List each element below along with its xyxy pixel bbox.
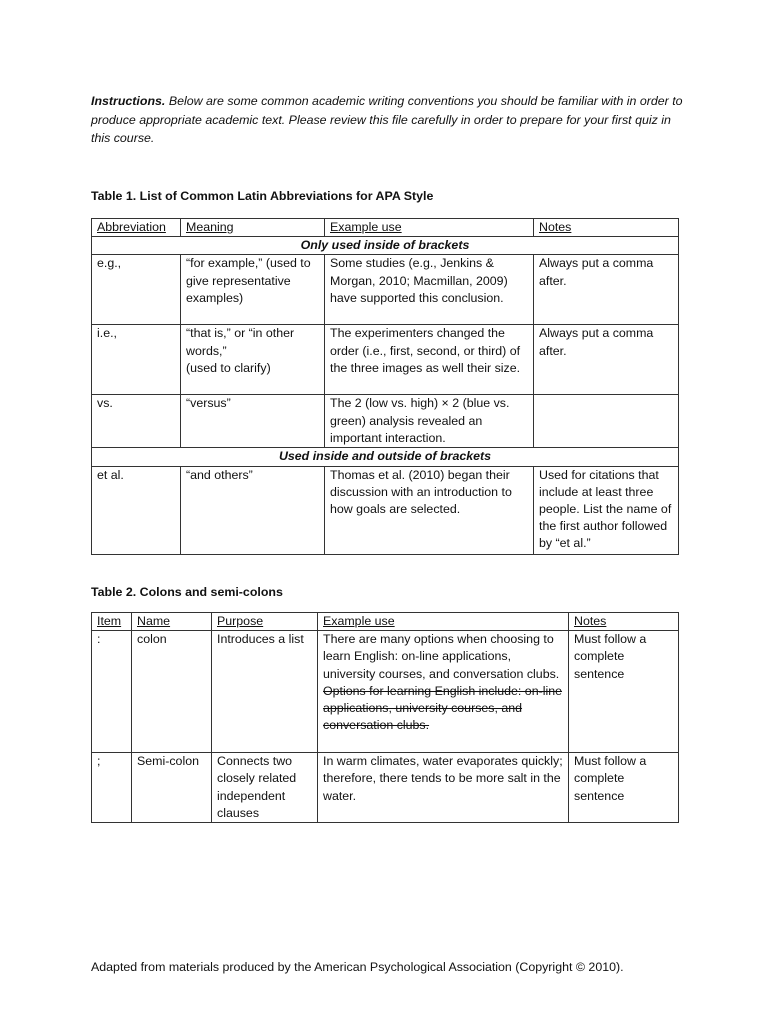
- cell-example: The experimenters changed the order (i.e., first, second, or third) of the three images as well their size.: [325, 325, 534, 395]
- cell-meaning: “versus”: [181, 395, 325, 448]
- header-name: Name: [132, 613, 212, 631]
- meaning-extra: (used to clarify): [186, 360, 271, 375]
- table-row: [92, 395, 679, 448]
- table-row: [92, 325, 679, 395]
- cell-name: colon: [132, 631, 212, 753]
- section-row: [92, 448, 679, 466]
- cell-meaning: [181, 325, 325, 395]
- footer-attribution: Adapted from materials produced by the American Psychological Association (Copyright © 2010).: [91, 960, 624, 974]
- cell-example: [318, 631, 569, 753]
- table2-caption: Table 2. Colons and semi-colons: [91, 585, 283, 599]
- cell-item: :: [92, 631, 132, 753]
- latin-abbreviations-table: [91, 218, 679, 555]
- table-row: [92, 466, 679, 554]
- header-example-use: Example use: [318, 613, 569, 631]
- cell-notes: Used for citations that include at least three people. List the name of the first author followed by “et al.”: [534, 466, 679, 554]
- cell-meaning: “for example,” (used to give representative examples): [181, 255, 325, 325]
- cell-notes: Always put a comma after.: [534, 255, 679, 325]
- cell-item: ;: [92, 753, 132, 823]
- cell-name: Semi-colon: [132, 753, 212, 823]
- cell-notes: Must follow a complete sentence: [569, 631, 679, 753]
- section-label: Only used inside of brackets: [92, 237, 679, 255]
- header-example-use: Example use: [325, 219, 534, 237]
- table-header-row: [92, 219, 679, 237]
- section-row: [92, 237, 679, 255]
- cell-abbreviation: i.e.,: [92, 325, 181, 395]
- header-notes: Notes: [534, 219, 679, 237]
- cell-example: In warm climates, water evaporates quickly; therefore, there tends to be more salt in the water.: [318, 753, 569, 823]
- cell-example: Some studies (e.g., Jenkins & Morgan, 2010; Macmillan, 2009) have supported this conclusion.: [325, 255, 534, 325]
- header-meaning: Meaning: [181, 219, 325, 237]
- colons-table: [91, 612, 679, 823]
- cell-notes: Must follow a complete sentence: [569, 753, 679, 823]
- cell-example: The 2 (low vs. high) × 2 (blue vs. green) analysis revealed an important interaction.: [325, 395, 534, 448]
- table-row: [92, 631, 679, 753]
- cell-purpose: Connects two closely related independent clauses: [212, 753, 318, 823]
- strikethrough-example: Options for learning English include: on-line applications, university courses, and conversation clubs.: [323, 683, 563, 733]
- cell-meaning: “and others”: [181, 466, 325, 554]
- instructions-text: Below are some common academic writing conventions you should be familiar with in order to produce appropriate academic text. Please review this file carefully in order to prepare for your first quiz in this course.: [91, 94, 683, 145]
- example-text: There are many options when choosing to learn English: on-line applications, university courses, and conversation clubs.: [323, 632, 560, 681]
- cell-example: Thomas et al. (2010) began their discussion with an introduction to how goals are selected.: [325, 466, 534, 554]
- cell-abbreviation: et al.: [92, 466, 181, 554]
- instructions-label: Instructions.: [91, 94, 166, 108]
- meaning-text: “that is,” or “in other words,”: [186, 326, 295, 358]
- cell-abbreviation: e.g.,: [92, 255, 181, 325]
- table-row: [92, 753, 679, 823]
- table-row: [92, 255, 679, 325]
- cell-purpose: Introduces a list: [212, 631, 318, 753]
- header-purpose: Purpose: [212, 613, 318, 631]
- cell-notes: [534, 395, 679, 448]
- header-item: Item: [92, 613, 132, 631]
- section-label: Used inside and outside of brackets: [92, 448, 679, 466]
- instructions-paragraph: [91, 92, 691, 148]
- table-header-row: [92, 613, 679, 631]
- header-abbreviation: Abbreviation: [92, 219, 181, 237]
- cell-abbreviation: vs.: [92, 395, 181, 448]
- header-notes: Notes: [569, 613, 679, 631]
- cell-notes: Always put a comma after.: [534, 325, 679, 395]
- table1-caption: Table 1. List of Common Latin Abbreviations for APA Style: [91, 189, 434, 203]
